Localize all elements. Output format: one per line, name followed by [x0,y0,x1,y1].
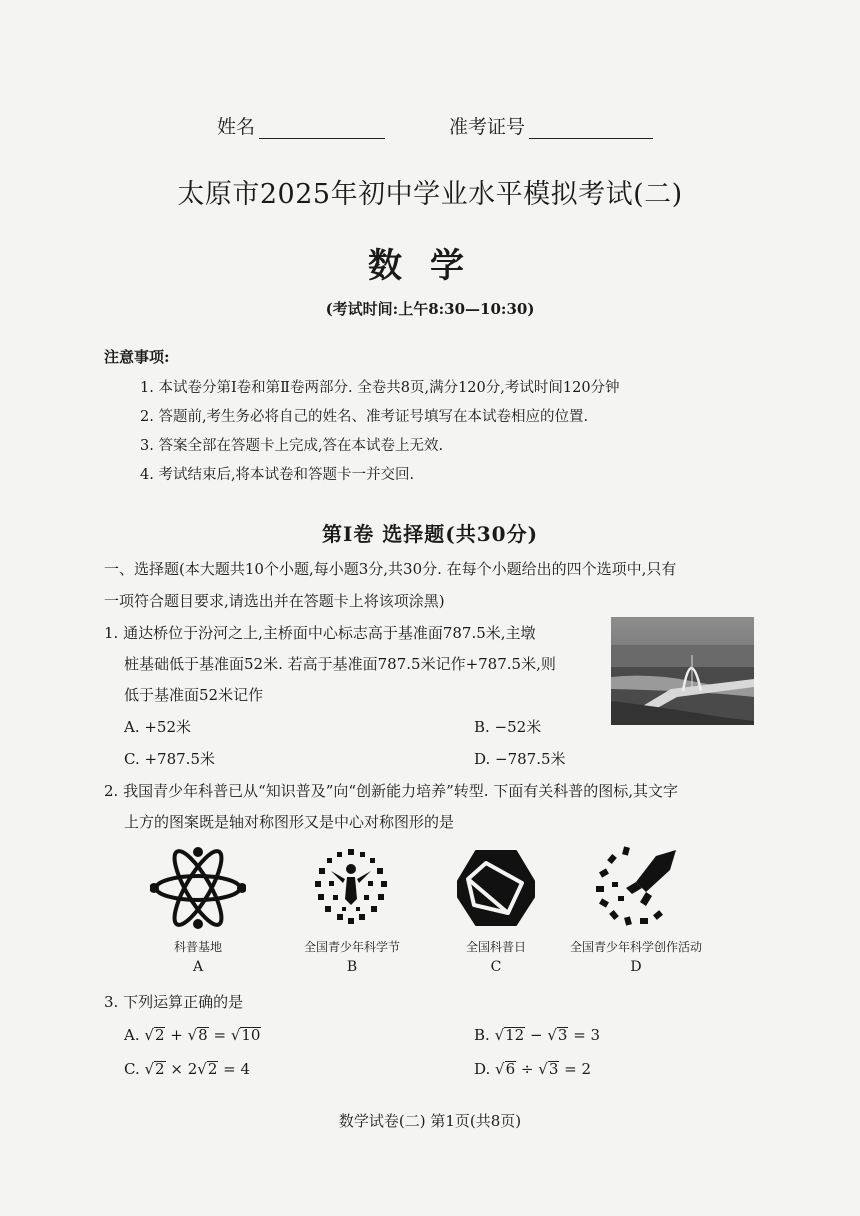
subject-title: 数学 [368,246,492,286]
q3-option-d: D. √6 ÷ √3 = 2 [474,1060,592,1078]
section-intro-line2: 一项符合题目要求,请选出并在答题卡上将该项涂黑) [104,592,445,610]
q1-line1: 1. 通达桥位于汾河之上,主桥面中心标志高于基准面787.5米,主墩 [104,624,536,642]
q3-option-a: A. √2 + √8 = √10 [124,1026,261,1044]
national-science-day-icon [456,846,536,928]
q1-option-c: C. +787.5米 [124,750,215,768]
notice-item: 1. 本试卷分第Ⅰ卷和第Ⅱ卷两部分. 全卷共8页,满分120分,考试时间120分钟 [140,380,620,396]
page-footer: 数学试卷(二) 第1页(共8页) [338,1112,522,1130]
icon-d-label: 全国青少年科学创作活动 [569,940,702,954]
id-label: 准考证号 [449,116,526,138]
exam-time: (考试时间:上午8:30—10:30) [325,300,535,318]
icon-a-label: 科普基地 [173,940,222,954]
q3-option-b: B. √12 − √3 = 3 [474,1026,601,1044]
name-label: 姓名 [217,116,256,138]
q1-line3: 低于基准面52米记作 [124,686,264,704]
icon-c-letter: C [490,959,502,975]
notice-item: 3. 答案全部在答题卡上完成,答在本试卷上无效. [140,438,444,454]
youth-science-festival-icon [310,846,392,928]
id-field [449,112,653,139]
notice-item: 4. 考试结束后,将本试卷和答题卡一并交回. [140,467,415,483]
q1-option-b: B. −52米 [474,718,542,736]
q3-stem: 3. 下列运算正确的是 [104,993,244,1011]
name-field [217,112,385,139]
q1-option-d: D. −787.5米 [474,750,566,768]
rocket-icon [594,846,682,926]
q1-option-a: A. +52米 [124,718,192,736]
id-blank [529,118,653,139]
bridge-photo [611,617,754,725]
notice-item: 2. 答题前,考生务必将自己的姓名、准考证号填写在本试卷相应的位置. [140,409,589,425]
section-intro-line1: 一、选择题(本大题共10个小题,每小题3分,共30分. 在每个小题给出的四个选项中,只有 [104,560,677,578]
icon-a-letter: A [192,959,204,975]
icon-b-label: 全国青少年科学节 [303,940,400,954]
science-base-atom-icon [150,846,246,930]
q1-line2: 桩基础低于基准面52米. 若高于基准面787.5米记作+787.5米,则 [124,655,556,673]
q2-line1: 2. 我国青少年科普已从“知识普及”向“创新能力培养”转型. 下面有关科普的图标,其文字 [104,782,679,800]
icon-d-letter: D [630,959,642,975]
q2-line2: 上方的图案既是轴对称图形又是中心对称图形的是 [124,813,455,831]
icon-c-label: 全国科普日 [465,940,526,954]
name-blank [259,118,385,139]
notice-title: 注意事项: [104,348,170,366]
q3-option-c: C. √2 × 2√2 = 4 [124,1060,251,1078]
section-title: 第Ⅰ卷 选择题(共30分) [321,522,539,546]
icon-b-letter: B [346,959,358,975]
exam-title: 太原市2025年初中学业水平模拟考试(二) [177,179,683,210]
